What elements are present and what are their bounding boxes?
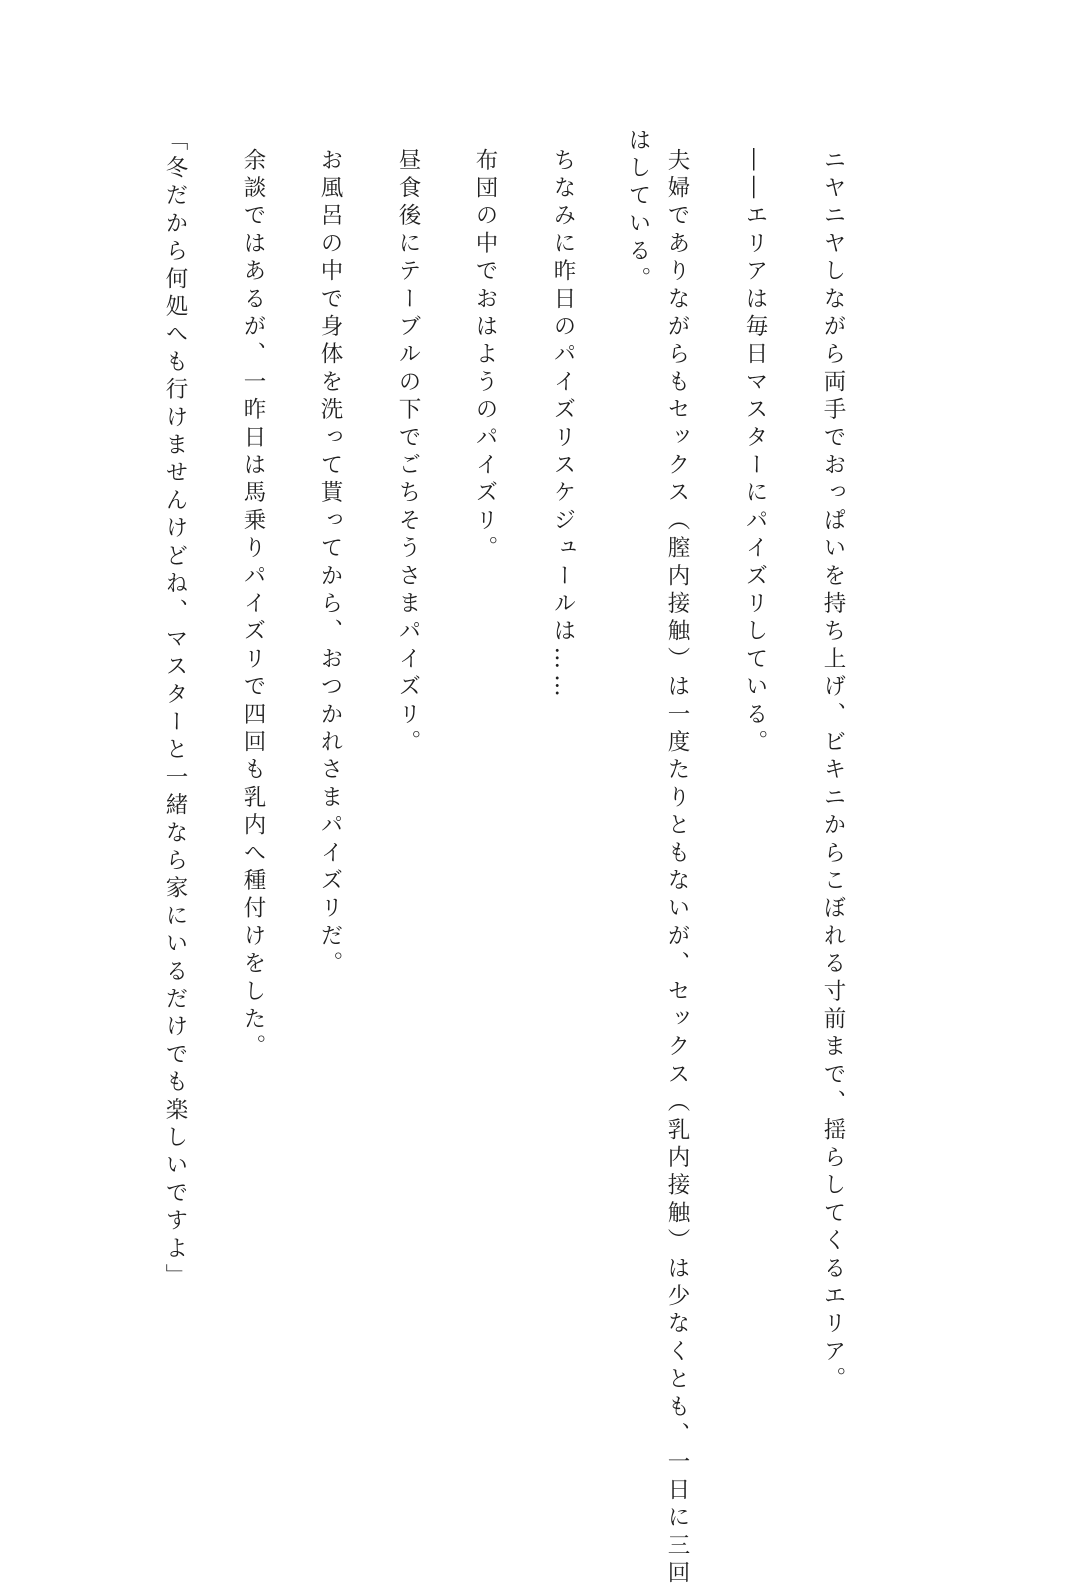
text-line-6: 布団の中でおはようのパイズリ。	[472, 148, 498, 564]
text-line-4: はしている。	[625, 128, 651, 295]
text-line-1: ニヤニヤしながら両手でおっぱいを持ち上げ、ビキニからこぼれる寸前まで、揺らしてくるエリア。	[820, 148, 846, 1395]
text-line-10: 「冬だから何処へも行けませんけどね、マスターと一緒なら家にいるだけでも楽しいですよ」	[162, 128, 188, 1292]
text-line-2: ――エリアは毎日マスターにパイズリしている。	[742, 148, 768, 758]
text-line-9: 余談ではあるが、一昨日は馬乗りパイズリで四回も乳内へ種付けをした。	[240, 148, 266, 1063]
text-line-5: ちなみに昨日のパイズリスケジュールは……	[550, 148, 576, 702]
text-line-8: お風呂の中で身体を洗って貰ってから、おつかれさまパイズリだ。	[317, 148, 343, 979]
text-line-3: 夫婦でありながらもセックス（膣内接触）は一度たりともないが、セックス（乳内接触）は少なくとも、一日に三回	[664, 148, 690, 1588]
text-line-7: 昼食後にテーブルの下でごちそうさまパイズリ。	[395, 148, 421, 758]
